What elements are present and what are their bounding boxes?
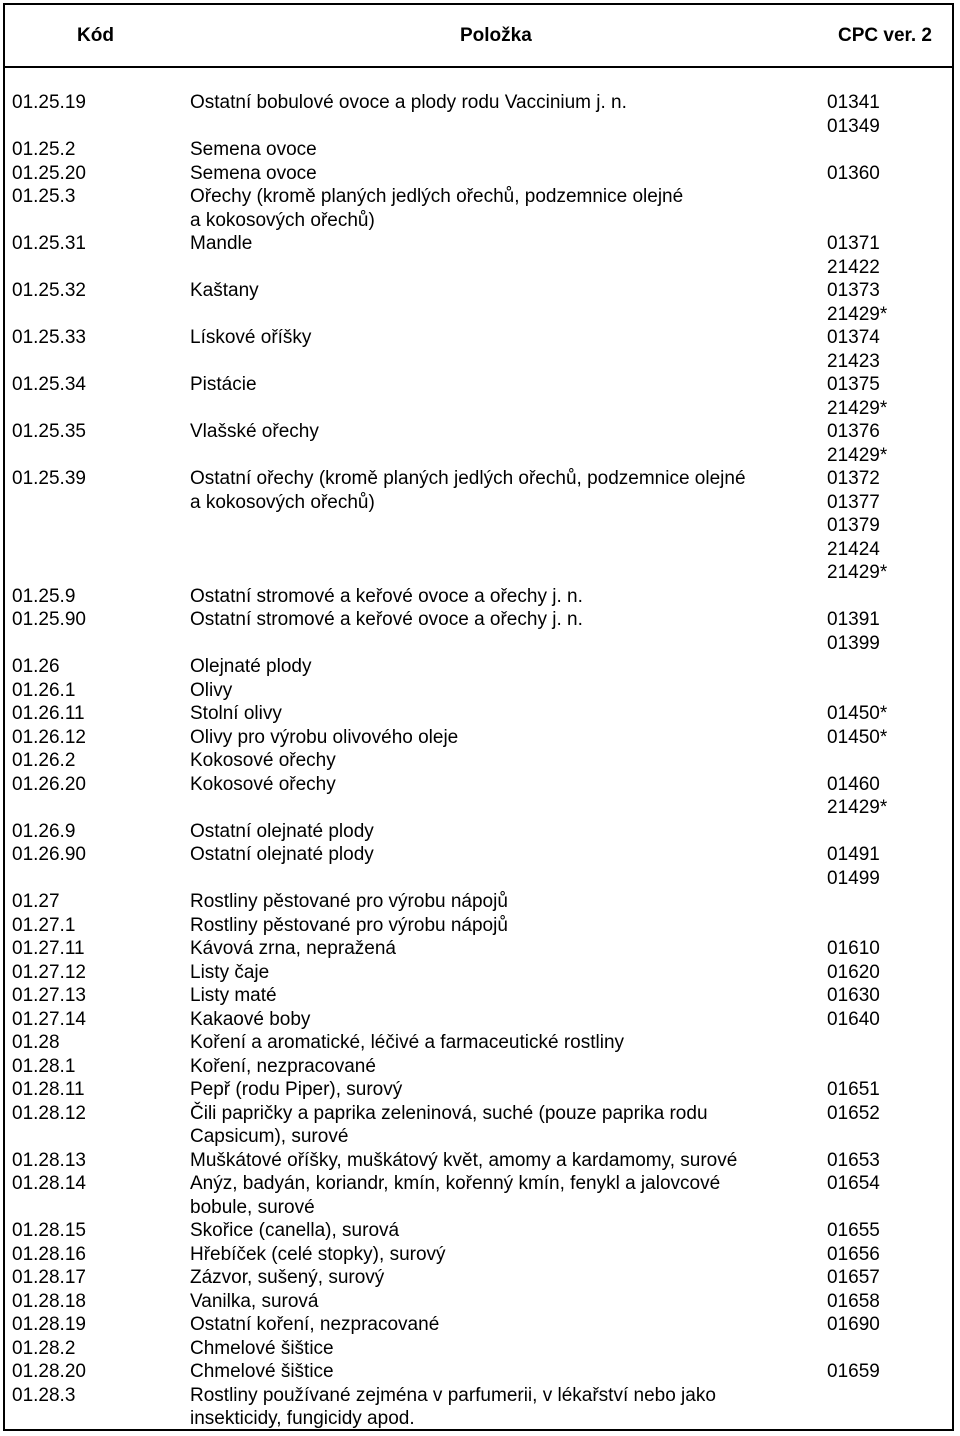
row-cpc bbox=[827, 1008, 952, 1032]
table-row bbox=[5, 843, 952, 890]
row-cpc bbox=[827, 91, 952, 138]
row-item-line: Semena ovoce bbox=[190, 162, 317, 184]
table-row bbox=[5, 1078, 952, 1102]
row-code: 01.28.11 bbox=[12, 1079, 85, 1100]
row-cpc bbox=[827, 1384, 952, 1431]
row-cpc bbox=[827, 1055, 952, 1079]
table-row bbox=[5, 1266, 952, 1290]
row-cpc bbox=[827, 1243, 952, 1267]
row-cpc bbox=[827, 843, 952, 890]
cpc-code: 01460 bbox=[827, 773, 880, 795]
table-row bbox=[5, 1055, 952, 1079]
table-row bbox=[5, 1008, 952, 1032]
header-code: Kód bbox=[77, 25, 114, 46]
row-item bbox=[190, 1243, 827, 1267]
row-cpc bbox=[827, 820, 952, 844]
row-code: 01.27.11 bbox=[12, 938, 85, 959]
row-item bbox=[190, 890, 827, 914]
cpc-code: 01372 bbox=[827, 468, 880, 489]
row-item bbox=[190, 655, 827, 679]
row-item-line: Ostatní stromové a keřové ovoce a ořechy j. n. bbox=[190, 609, 583, 630]
row-item-line: bobule, surové bbox=[190, 1196, 315, 1218]
row-item bbox=[190, 420, 827, 467]
row-cpc bbox=[827, 279, 952, 326]
table-row bbox=[5, 1243, 952, 1267]
row-cpc bbox=[827, 1360, 952, 1384]
table-row bbox=[5, 279, 952, 326]
table-row bbox=[5, 420, 952, 467]
row-item-line: Mandle bbox=[190, 233, 253, 254]
table-row bbox=[5, 326, 952, 373]
row-code: 01.28 bbox=[12, 1032, 60, 1053]
row-code: 01.25.3 bbox=[12, 186, 76, 207]
row-code: 01.27.14 bbox=[12, 1008, 86, 1030]
row-item bbox=[190, 820, 827, 844]
row-item bbox=[190, 843, 827, 890]
cpc-code: 01659 bbox=[827, 1361, 880, 1382]
row-code: 01.28.2 bbox=[12, 1337, 76, 1359]
row-code: 01.25.32 bbox=[12, 280, 86, 301]
cpc-code: 01374 bbox=[827, 327, 880, 348]
table-row bbox=[5, 1337, 952, 1361]
row-cpc bbox=[827, 467, 952, 585]
row-code: 01.26.2 bbox=[12, 750, 76, 771]
cpc-code: 01654 bbox=[827, 1173, 880, 1194]
cpc-code: 01349 bbox=[827, 115, 880, 137]
row-code: 01.26.11 bbox=[12, 703, 85, 724]
table-row bbox=[5, 937, 952, 961]
row-item bbox=[190, 702, 827, 726]
row-item-line: Vlašské ořechy bbox=[190, 421, 319, 442]
row-cpc bbox=[827, 1102, 952, 1149]
row-item-line: insekticidy, fungicidy apod. bbox=[190, 1408, 415, 1429]
row-code: 01.25.19 bbox=[12, 92, 86, 113]
row-item bbox=[190, 373, 827, 420]
row-item bbox=[190, 232, 827, 279]
row-cpc bbox=[827, 655, 952, 679]
row-item bbox=[190, 1172, 827, 1219]
row-code: 01.25.34 bbox=[12, 374, 86, 395]
row-code: 01.28.20 bbox=[12, 1361, 86, 1382]
row-item bbox=[190, 914, 827, 938]
row-item-line: Listy čaje bbox=[190, 961, 270, 983]
table-row bbox=[5, 373, 952, 420]
row-cpc bbox=[827, 984, 952, 1008]
table-row bbox=[5, 1360, 952, 1384]
cpc-code: 01655 bbox=[827, 1220, 880, 1241]
cpc-code: 01651 bbox=[827, 1079, 880, 1100]
row-cpc bbox=[827, 1266, 952, 1290]
header-cpc: CPC ver. 2 bbox=[838, 25, 932, 46]
row-item bbox=[190, 91, 827, 138]
row-cpc bbox=[827, 1172, 952, 1219]
row-cpc bbox=[827, 890, 952, 914]
table-row bbox=[5, 655, 952, 679]
row-code: 01.27.13 bbox=[12, 985, 86, 1006]
cpc-code: 01391 bbox=[827, 609, 880, 630]
row-code: 01.28.1 bbox=[12, 1055, 76, 1077]
row-code: 01.28.18 bbox=[12, 1290, 86, 1312]
row-cpc bbox=[827, 1313, 952, 1337]
cpc-code: 01373 bbox=[827, 280, 880, 301]
cpc-code: 01640 bbox=[827, 1008, 880, 1030]
row-item-line: Zázvor, sušený, surový bbox=[190, 1267, 385, 1288]
row-item bbox=[190, 1337, 827, 1361]
row-cpc bbox=[827, 185, 952, 232]
row-item-line: Ostatní ořechy (kromě planých jedlých ořechů, podzemnice olejné bbox=[190, 468, 746, 489]
row-cpc bbox=[827, 608, 952, 655]
row-item bbox=[190, 467, 827, 585]
row-item-line: Kokosové ořechy bbox=[190, 773, 336, 795]
cpc-code: 21423 bbox=[827, 350, 880, 372]
row-item-line: Olivy bbox=[190, 679, 233, 701]
row-code: 01.26 bbox=[12, 656, 60, 677]
row-code: 01.25.35 bbox=[12, 421, 86, 442]
row-item-line: Kávová zrna, nepražená bbox=[190, 938, 396, 959]
header-item: Položka bbox=[460, 25, 532, 46]
cpc-code: 01620 bbox=[827, 961, 880, 983]
row-item bbox=[190, 138, 827, 162]
row-cpc bbox=[827, 1290, 952, 1314]
table-row bbox=[5, 820, 952, 844]
row-item-line: a kokosových ořechů) bbox=[190, 209, 375, 231]
row-item-line: Pistácie bbox=[190, 374, 257, 395]
table-row bbox=[5, 1031, 952, 1055]
row-item-line: Ostatní stromové a keřové ovoce a ořechy j. n. bbox=[190, 585, 583, 607]
row-item-line: Ostatní bobulové ovoce a plody rodu Vaccinium j. n. bbox=[190, 92, 627, 113]
row-item-line: Kokosové ořechy bbox=[190, 750, 336, 771]
row-cpc bbox=[827, 162, 952, 186]
row-code: 01.26.90 bbox=[12, 844, 86, 865]
table-row bbox=[5, 914, 952, 938]
table-row bbox=[5, 773, 952, 820]
cpc-code: 01450* bbox=[827, 726, 888, 748]
row-code: 01.26.9 bbox=[12, 820, 76, 842]
row-code: 01.25.33 bbox=[12, 327, 86, 348]
row-item-line: Lískové oříšky bbox=[190, 327, 312, 348]
cpc-code: 01379 bbox=[827, 515, 880, 536]
table-row bbox=[5, 232, 952, 279]
row-cpc bbox=[827, 679, 952, 703]
row-code: 01.26.20 bbox=[12, 773, 86, 795]
cpc-code: 01376 bbox=[827, 421, 880, 442]
table-row bbox=[5, 1313, 952, 1337]
row-cpc bbox=[827, 232, 952, 279]
cpc-code: 21429* bbox=[827, 797, 888, 818]
row-code: 01.27.12 bbox=[12, 961, 86, 983]
row-code: 01.28.16 bbox=[12, 1243, 86, 1265]
row-code: 01.28.12 bbox=[12, 1102, 86, 1124]
row-code: 01.28.15 bbox=[12, 1220, 86, 1241]
row-item bbox=[190, 608, 827, 655]
row-item-line: Semena ovoce bbox=[190, 139, 317, 160]
classification-table bbox=[3, 3, 954, 1431]
cpc-code: 21429* bbox=[827, 303, 888, 325]
table-header bbox=[5, 5, 952, 68]
row-item bbox=[190, 1360, 827, 1384]
table-row bbox=[5, 1290, 952, 1314]
row-item-line: Čili papričky a paprika zeleninová, suché (pouze paprika rodu bbox=[190, 1102, 708, 1124]
row-code: 01.26.12 bbox=[12, 726, 86, 748]
row-item bbox=[190, 162, 827, 186]
table-row bbox=[5, 1102, 952, 1149]
cpc-code: 01341 bbox=[827, 92, 880, 113]
table-row bbox=[5, 467, 952, 585]
row-code: 01.28.13 bbox=[12, 1149, 86, 1171]
row-code: 01.26.1 bbox=[12, 679, 76, 701]
table-row bbox=[5, 749, 952, 773]
row-item-line: Rostliny používané zejména v parfumerii, v lékařství nebo jako bbox=[190, 1384, 716, 1406]
row-item-line: a kokosových ořechů) bbox=[190, 491, 375, 513]
row-code: 01.28.17 bbox=[12, 1267, 86, 1288]
row-cpc bbox=[827, 749, 952, 773]
row-item bbox=[190, 1008, 827, 1032]
row-item bbox=[190, 937, 827, 961]
row-cpc bbox=[827, 1149, 952, 1173]
row-item-line: Hřebíček (celé stopky), surový bbox=[190, 1243, 446, 1265]
row-cpc bbox=[827, 1219, 952, 1243]
cpc-code: 01371 bbox=[827, 233, 880, 254]
row-item-line: Kaštany bbox=[190, 280, 259, 301]
row-item-line: Rostliny pěstované pro výrobu nápojů bbox=[190, 891, 508, 912]
row-cpc bbox=[827, 726, 952, 750]
table-row bbox=[5, 679, 952, 703]
row-item bbox=[190, 961, 827, 985]
row-item-line: Muškátové oříšky, muškátový květ, amomy a kardamomy, surové bbox=[190, 1149, 738, 1171]
table-row bbox=[5, 1149, 952, 1173]
row-cpc bbox=[827, 937, 952, 961]
row-item bbox=[190, 279, 827, 326]
row-item-line: Koření a aromatické, léčivé a farmaceutické rostliny bbox=[190, 1032, 625, 1053]
cpc-code: 01610 bbox=[827, 938, 880, 959]
table-row bbox=[5, 138, 952, 162]
cpc-code: 01499 bbox=[827, 867, 880, 889]
row-item bbox=[190, 1102, 827, 1149]
row-item-line: Ostatní olejnaté plody bbox=[190, 820, 374, 842]
table-row bbox=[5, 1172, 952, 1219]
cpc-code: 01375 bbox=[827, 374, 880, 395]
row-item-line: Capsicum), surové bbox=[190, 1126, 349, 1147]
cpc-code: 21429* bbox=[827, 397, 888, 419]
row-cpc bbox=[827, 1031, 952, 1055]
row-code: 01.28.14 bbox=[12, 1173, 86, 1194]
cpc-code: 01630 bbox=[827, 985, 880, 1006]
row-item bbox=[190, 749, 827, 773]
row-code: 01.27 bbox=[12, 891, 60, 912]
cpc-code: 01491 bbox=[827, 844, 880, 865]
row-code: 01.28.3 bbox=[12, 1384, 76, 1406]
row-item bbox=[190, 773, 827, 820]
row-cpc bbox=[827, 138, 952, 162]
row-item bbox=[190, 984, 827, 1008]
row-cpc bbox=[827, 773, 952, 820]
cpc-code: 01450* bbox=[827, 703, 888, 724]
row-cpc bbox=[827, 326, 952, 373]
row-item bbox=[190, 185, 827, 232]
row-cpc bbox=[827, 373, 952, 420]
row-item-line: Olejnaté plody bbox=[190, 656, 312, 677]
row-cpc bbox=[827, 914, 952, 938]
row-item bbox=[190, 679, 827, 703]
row-item bbox=[190, 726, 827, 750]
cpc-code: 01656 bbox=[827, 1243, 880, 1265]
row-item-line: Pepř (rodu Piper), surový bbox=[190, 1079, 403, 1100]
table-row bbox=[5, 890, 952, 914]
row-item-line: Ořechy (kromě planých jedlých ořechů, podzemnice olejné bbox=[190, 186, 684, 207]
row-item-line: Rostliny pěstované pro výrobu nápojů bbox=[190, 914, 508, 936]
cpc-code: 01657 bbox=[827, 1267, 880, 1288]
cpc-code: 01658 bbox=[827, 1290, 880, 1312]
table-row bbox=[5, 585, 952, 609]
row-cpc bbox=[827, 961, 952, 985]
table-row bbox=[5, 1384, 952, 1431]
row-code: 01.25.39 bbox=[12, 468, 86, 489]
cpc-code: 21429* bbox=[827, 444, 888, 466]
table-row bbox=[5, 608, 952, 655]
table-body bbox=[5, 91, 952, 1431]
row-cpc bbox=[827, 1078, 952, 1102]
row-item-line: Anýz, badyán, koriandr, kmín, kořenný kmín, fenykl a jalovcové bbox=[190, 1173, 721, 1194]
row-item bbox=[190, 1313, 827, 1337]
row-code: 01.25.31 bbox=[12, 233, 86, 254]
row-item-line: Listy maté bbox=[190, 985, 277, 1006]
table-row bbox=[5, 961, 952, 985]
table-row bbox=[5, 162, 952, 186]
table-row bbox=[5, 726, 952, 750]
row-item bbox=[190, 1290, 827, 1314]
table-row bbox=[5, 185, 952, 232]
row-item-line: Chmelové šištice bbox=[190, 1337, 334, 1359]
row-item bbox=[190, 1078, 827, 1102]
row-code: 01.25.2 bbox=[12, 139, 76, 160]
cpc-code: 01653 bbox=[827, 1149, 880, 1171]
row-item-line: Ostatní koření, nezpracované bbox=[190, 1314, 440, 1335]
row-cpc bbox=[827, 702, 952, 726]
table-row bbox=[5, 91, 952, 138]
row-code: 01.25.90 bbox=[12, 609, 86, 630]
table-row bbox=[5, 702, 952, 726]
row-item bbox=[190, 1266, 827, 1290]
row-item bbox=[190, 1149, 827, 1173]
cpc-code: 01377 bbox=[827, 491, 880, 513]
row-item-line: Koření, nezpracované bbox=[190, 1055, 376, 1077]
row-item-line: Vanilka, surová bbox=[190, 1290, 319, 1312]
table-row bbox=[5, 1219, 952, 1243]
cpc-code: 01652 bbox=[827, 1102, 880, 1124]
cpc-code: 01360 bbox=[827, 162, 880, 184]
row-item-line: Chmelové šištice bbox=[190, 1361, 334, 1382]
cpc-code: 21424 bbox=[827, 538, 880, 560]
row-item bbox=[190, 585, 827, 609]
cpc-code: 21422 bbox=[827, 256, 880, 278]
row-code: 01.25.9 bbox=[12, 585, 76, 607]
row-item bbox=[190, 1031, 827, 1055]
cpc-code: 21429* bbox=[827, 562, 888, 583]
row-cpc bbox=[827, 585, 952, 609]
cpc-code: 01690 bbox=[827, 1314, 880, 1335]
row-item-line: Olivy pro výrobu olivového oleje bbox=[190, 726, 459, 748]
row-item bbox=[190, 326, 827, 373]
row-item bbox=[190, 1384, 827, 1431]
row-item-line: Kakaové boby bbox=[190, 1008, 311, 1030]
row-cpc bbox=[827, 420, 952, 467]
row-code: 01.25.20 bbox=[12, 162, 86, 184]
cpc-code: 01399 bbox=[827, 632, 880, 654]
row-item bbox=[190, 1055, 827, 1079]
table-row bbox=[5, 984, 952, 1008]
row-item-line: Skořice (canella), surová bbox=[190, 1220, 400, 1241]
row-item-line: Stolní olivy bbox=[190, 703, 282, 724]
row-item bbox=[190, 1219, 827, 1243]
row-cpc bbox=[827, 1337, 952, 1361]
row-item-line: Ostatní olejnaté plody bbox=[190, 844, 374, 865]
row-code: 01.28.19 bbox=[12, 1314, 86, 1335]
row-code: 01.27.1 bbox=[12, 914, 76, 936]
